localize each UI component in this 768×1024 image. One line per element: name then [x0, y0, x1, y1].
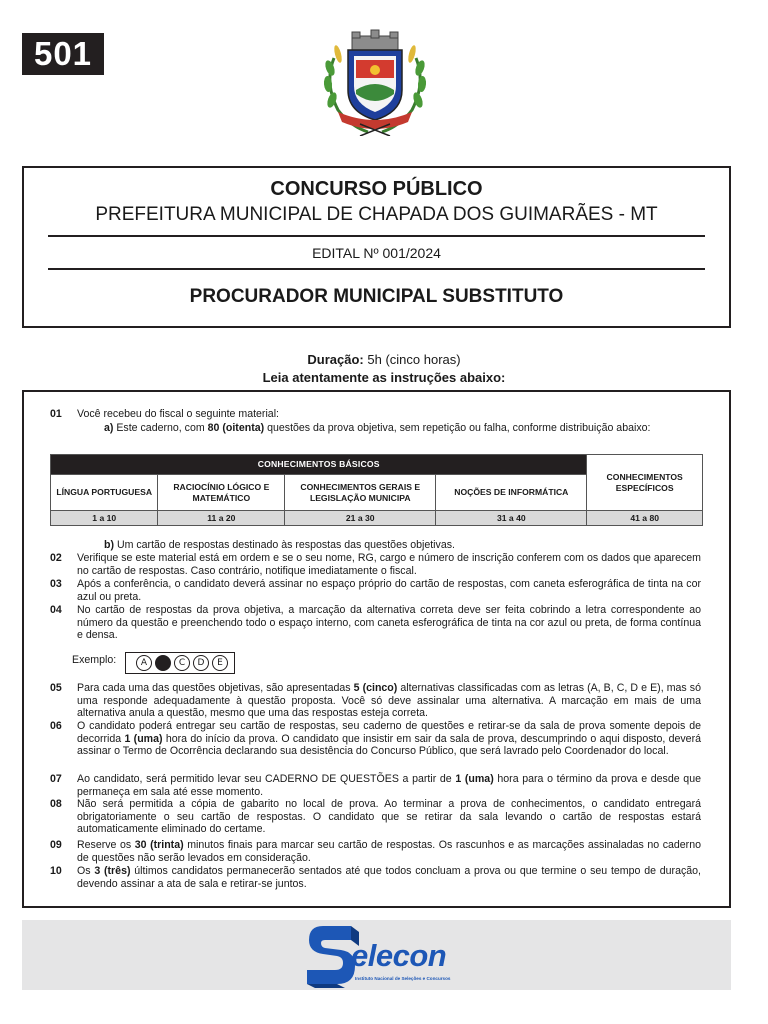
instruction-item: [50, 578, 701, 603]
logo-wordmark: elecon: [351, 938, 447, 973]
instructions-box: [22, 390, 731, 908]
table-category: CONHECIMENTOS GERAIS E LEGISLAÇÃO MUNICIPA: [285, 475, 436, 511]
item-number: 08: [50, 798, 62, 810]
item-number: 06: [50, 720, 62, 732]
instruction-item: [50, 682, 701, 720]
duration-line: [0, 352, 768, 367]
item-text: O candidato poderá entregar seu cartão de respostas, seu caderno de questões e retirar-se da sala de prova somente depois de decorrida 1 (uma) hora do início da prova. O candidato que insistir em sair da sala de prova, descumprindo o aqui disposto, deverá assinar o Termo de Ocorrência declarando sua desistência do Concurso Público, que será lavrado pelo Coordenador do local.: [77, 720, 701, 758]
table-range: 21 a 30: [285, 511, 436, 526]
table-category: RACIOCÍNIO LÓGICO E MATEMÁTICO: [158, 475, 285, 511]
duration-value: 5h (cinco horas): [367, 352, 461, 367]
edital-number: EDITAL Nº 001/2024: [312, 245, 441, 261]
table-range: 11 a 20: [158, 511, 285, 526]
item-text: Para cada uma das questões objetivas, são apresentadas 5 (cinco) alternativas classificadas com as letras (A, B, C, D e E), mas só uma responde adequadamente à questão proposta. Você só deve assinalar uma alternativa. A marcação em mais de uma alternativa anula a questão, mesmo que uma das respostas esteja correta.: [77, 682, 701, 720]
instruction-item: [50, 720, 701, 758]
item-text: Ao candidato, será permitido levar seu CADERNO DE QUESTÕES a partir de 1 (uma) hora para o término da prova e desde que permaneça em sala até esse momento.: [77, 773, 701, 798]
item-number: 02: [50, 552, 62, 564]
duration-label: Duração:: [307, 352, 364, 367]
question-distribution-table: [50, 454, 703, 526]
item-text: Após a conferência, o candidato deverá assinar no espaço próprio do cartão de respostas, com caneta esferográfica de tinta na cor azul ou preta.: [77, 578, 701, 603]
table-range: 41 a 80: [587, 511, 703, 526]
item-letter: b): [104, 539, 114, 551]
exam-title: CONCURSO PÚBLICO: [270, 178, 483, 200]
item-number: 04: [50, 604, 62, 616]
table-range: 1 a 10: [51, 511, 158, 526]
answer-bubble-c: C: [174, 655, 190, 671]
answer-bubble-e: E: [212, 655, 228, 671]
item-text: Você recebeu do fiscal o seguinte material:: [77, 408, 279, 420]
municipal-crest-icon: [316, 28, 434, 136]
instruction-item: [50, 604, 701, 642]
item-number: 05: [50, 682, 62, 694]
item-text: Este caderno, com: [113, 422, 208, 434]
instruction-item: [50, 773, 701, 798]
selecon-logo: [303, 922, 453, 988]
table-category: LÍNGUA PORTUGUESA: [51, 475, 158, 511]
exam-header-box: [22, 166, 731, 328]
exam-organization: PREFEITURA MUNICIPAL DE CHAPADA DOS GUIMARÃES - MT: [95, 204, 658, 225]
instruction-item: [50, 408, 701, 421]
material-item-a: [104, 422, 701, 435]
answer-bubble-filled: [155, 655, 171, 671]
item-text: Não será permitida a cópia de gabarito no local de prova. Ao terminar a prova de conhecimentos, o candidato entregará obrigatoriamente o seu cartão de respostas. O candidato que se retirar da sala levando o cartão de respostas estará automaticamente eliminado do certame.: [77, 798, 701, 836]
answer-example: [125, 652, 235, 674]
answer-bubble-a: A: [136, 655, 152, 671]
item-text: Os 3 (três) últimos candidatos permanecerão sentados até que todos concluam a prova ou que termine o seu tempo de duração, devendo assinar a ata de sala e retirar-se juntos.: [77, 865, 701, 890]
instruction-item: [50, 798, 701, 836]
item-text: Verifique se este material está em ordem e se o seu nome, RG, cargo e número de inscrição conferem com os dados que aparecem no cartão de respostas. Caso contrário, notifique imediatamente o fiscal.: [77, 552, 701, 577]
item-emphasis: 80 (oitenta): [207, 422, 265, 434]
read-instructions-heading: Leia atentamente as instruções abaixo:: [262, 370, 506, 385]
logo-tagline: Instituto Nacional de Seleções e Concursos: [355, 976, 451, 981]
divider: [48, 268, 705, 270]
item-number: 03: [50, 578, 62, 590]
table-category: NOÇÕES DE INFORMÁTICA: [436, 475, 587, 511]
position-title: PROCURADOR MUNICIPAL SUBSTITUTO: [189, 286, 564, 307]
table-specific-header: CONHECIMENTOS ESPECÍFICOS: [587, 455, 703, 511]
item-number: 07: [50, 773, 62, 785]
item-text: Reserve os 30 (trinta) minutos finais para marcar seu cartão de respostas. Os rascunhos e as marcações assinaladas no caderno de questões não serão levados em consideração.: [77, 839, 701, 864]
item-letter: a): [104, 422, 114, 434]
booklet-number-badge: 501: [22, 33, 104, 75]
example-label: Exemplo:: [72, 654, 117, 666]
instruction-item: [50, 552, 701, 577]
item-number: 01: [50, 408, 62, 420]
item-number: 10: [50, 865, 62, 877]
divider: [48, 235, 705, 237]
item-text: questões da prova objetiva, sem repetição ou falha, conforme distribuição abaixo:: [264, 422, 651, 434]
item-number: 09: [50, 839, 62, 851]
table-range: 31 a 40: [436, 511, 587, 526]
item-text: No cartão de respostas da prova objetiva, a marcação da alternativa correta deve ser feita cobrindo a letra correspondente ao número da questão e preenchendo todo o espaço interno, com caneta esferográfica de tinta na cor azul ou preta, de forma contínua e densa.: [77, 604, 701, 642]
answer-bubble-d: D: [193, 655, 209, 671]
item-text: Um cartão de respostas destinado às respostas das questões objetivas.: [114, 539, 455, 551]
instruction-item: [50, 865, 701, 890]
instruction-item: [50, 839, 701, 864]
table-group-header: CONHECIMENTOS BÁSICOS: [51, 455, 587, 475]
material-item-b: [104, 539, 701, 552]
